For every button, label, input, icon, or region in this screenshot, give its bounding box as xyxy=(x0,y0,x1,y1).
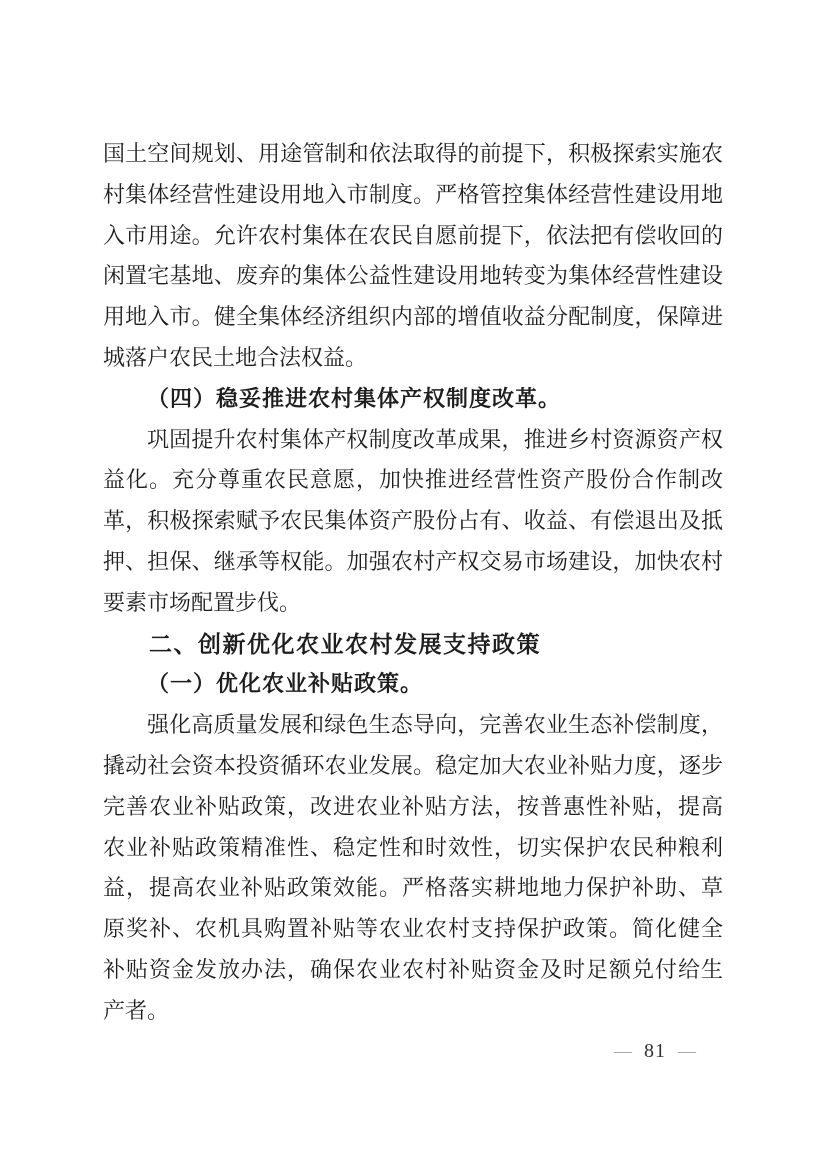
text-line: 原奖补、农机具购置补贴等农业农村支持保护政策。简化健全 xyxy=(103,916,723,942)
text-line: 闲置宅基地、废弃的集体公益性建设用地转变为集体经营性建设 xyxy=(103,263,723,289)
page-number: 81 xyxy=(644,1040,666,1062)
text-line: 强化高质量发展和绿色生态导向，完善农业生态补偿制度， xyxy=(147,712,723,738)
page-number-dash-right: — xyxy=(678,1041,696,1061)
text-line: 产者。 xyxy=(103,997,170,1023)
text-line: 城落户农民土地合法权益。 xyxy=(103,344,368,370)
text-line: 撬动社会资本投资循环农业发展。稳定加大农业补贴力度，逐步 xyxy=(103,752,723,778)
subsection-heading-4: （四）稳妥推进农村集体产权制度改革。 xyxy=(147,385,562,411)
document-text-block xyxy=(103,134,723,1032)
text-line: 益化。充分尊重农民意愿，加快推进经营性资产股份合作制改 xyxy=(103,467,723,493)
text-line: 革，积极探索赋予农民集体资产股份占有、收益、有偿退出及抵 xyxy=(103,508,723,534)
text-line: 要素市场配置步伐。 xyxy=(103,589,302,615)
text-line: 补贴资金发放办法，确保农业农村补贴资金及时足额兑付给生 xyxy=(103,956,723,982)
subsection-heading-1: （一）优化农业补贴政策。 xyxy=(147,671,424,697)
text-line: 入市用途。允许农村集体在农民自愿前提下，依法把有偿收回的 xyxy=(103,222,723,248)
text-line: 用地入市。健全集体经济组织内部的增值收益分配制度，保障进 xyxy=(103,304,723,330)
text-line: 村集体经营性建设用地入市制度。严格管控集体经营性建设用地 xyxy=(103,181,723,207)
text-line: 完善农业补贴政策，改进农业补贴方法，按普惠性补贴，提高 xyxy=(103,793,723,819)
text-line: 巩固提升农村集体产权制度改革成果，推进乡村资源资产权 xyxy=(147,426,723,452)
section-heading-2: 二、创新优化农业农村发展支持政策 xyxy=(149,630,541,657)
page-footer xyxy=(605,1040,705,1062)
text-line: 国土空间规划、用途管制和依法取得的前提下，积极探索实施农 xyxy=(103,141,723,166)
page-number-dash-left: — xyxy=(614,1041,632,1061)
text-line: 农业补贴政策精准性、稳定性和时效性，切实保护农民种粮利 xyxy=(103,834,723,860)
text-line: 押、担保、继承等权能。加强农村产权交易市场建设，加快农村 xyxy=(103,548,723,574)
text-line: 益，提高农业补贴政策效能。严格落实耕地地力保护补助、草 xyxy=(103,875,723,901)
